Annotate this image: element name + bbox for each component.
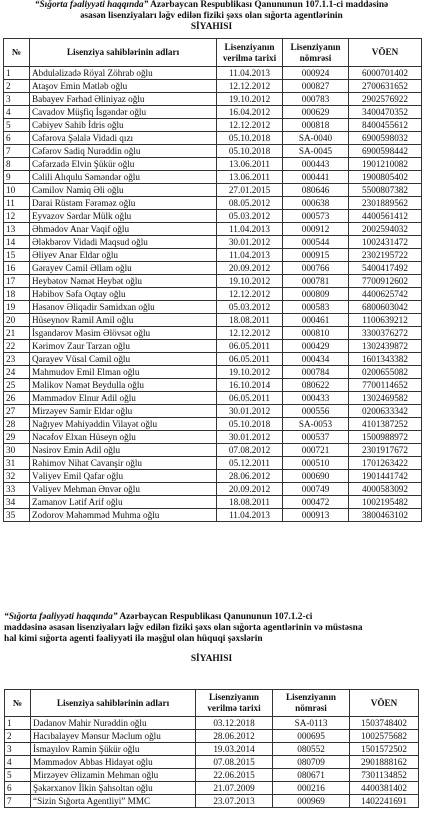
cell-license-number: 080622: [283, 379, 349, 392]
cell-issue-date: 18.08.2011: [217, 496, 283, 509]
cell-name: Məmmədov Abbas Hidayət oğlu: [31, 756, 196, 769]
cell-tax-id: 1900805402: [349, 171, 422, 184]
header-names: Lisenziya sahiblərinin adları: [31, 690, 196, 717]
cell-number: 29: [4, 431, 30, 444]
cell-name: Gərayev Cəmil Əllam oğlu: [30, 262, 217, 275]
cell-issue-date: 18.08.2011: [217, 314, 283, 327]
cell-name: Əliyev Anar Eldar oğlu: [30, 249, 217, 262]
cell-license-number: 000443: [283, 158, 349, 171]
cell-name: Əhmədov Anar Vaqif oğlu: [30, 223, 217, 236]
cell-name: Babayev Fərhad Əliniyaz oğlu: [30, 93, 217, 106]
cell-name: Cəbiyev Sahib İdris oğlu: [30, 119, 217, 132]
cell-number: 2: [4, 80, 30, 93]
cell-tax-id: 4400381402: [350, 782, 419, 795]
cell-tax-id: 7700912602: [349, 275, 422, 288]
cell-issue-date: 13.06.2011: [217, 158, 283, 171]
table-row: [5, 769, 419, 782]
cell-name: Zamanov Lətif Arif oğlu: [30, 496, 217, 509]
cell-issue-date: 12.12.2012: [217, 288, 283, 301]
cell-license-number: SA-0040: [283, 132, 349, 145]
table-row: [4, 145, 422, 158]
header-issue-date: Lisenziyanın verilmə tarixi: [196, 690, 273, 717]
table-row: [5, 717, 419, 730]
cell-name: Nağıyev Məhiyəddin Vilayət oğlu: [30, 418, 217, 431]
table-row: [4, 379, 422, 392]
table-header-row: [5, 690, 419, 717]
cell-tax-id: 0200655082: [349, 366, 422, 379]
cell-tax-id: 3300376272: [349, 327, 422, 340]
cell-tax-id: 5400417492: [349, 262, 422, 275]
section1-title-line1: [0, 0, 423, 11]
cell-license-number: 000818: [283, 119, 349, 132]
cell-issue-date: 11.04.2013: [217, 249, 283, 262]
cell-number: 30: [4, 444, 30, 457]
cell-tax-id: 2301917672: [349, 444, 422, 457]
cell-number: 5: [5, 769, 31, 782]
cell-name: Zodorov Məhəmməd Muhma oğlu: [30, 509, 217, 522]
table-row: [4, 119, 422, 132]
title-rest: Azərbaycan Respublikası Qanununun 107.1.1-ci maddəsinə: [148, 0, 389, 10]
cell-name: Darai Rüstəm Fərəməz oğlu: [30, 197, 217, 210]
table-row: [4, 340, 422, 353]
cell-tax-id: 3400470352: [349, 106, 422, 119]
cell-issue-date: 05.10.2018: [217, 145, 283, 158]
cell-issue-date: 11.04.2013: [217, 509, 283, 522]
cell-issue-date: 08.05.2012: [217, 197, 283, 210]
cell-name: Nəsirov Emin Adil oğlu: [30, 444, 217, 457]
table-row: [4, 431, 422, 444]
cell-number: 2: [5, 730, 31, 743]
cell-tax-id: 1100639212: [349, 314, 422, 327]
cell-license-number: 000749: [283, 483, 349, 496]
section2-list-heading: SİYAHISI: [190, 654, 233, 664]
law-name: “Sığorta fəaliyyəti haqqında”: [4, 612, 118, 622]
cell-tax-id: 1402241691: [350, 795, 419, 808]
cell-number: 26: [4, 392, 30, 405]
cell-name: Mahmudov Emil Elman oğlu: [30, 366, 217, 379]
cell-issue-date: 20.09.2012: [217, 262, 283, 275]
cell-license-number: 000690: [283, 470, 349, 483]
table-row: [4, 106, 422, 119]
cell-issue-date: 30.01.2012: [217, 405, 283, 418]
cell-issue-date: 05.10.2018: [217, 418, 283, 431]
header-number: №: [5, 690, 31, 717]
cell-name: Mirzəyev Samir Eldar oğlu: [30, 405, 217, 418]
cell-name: Rəhimov Nihat Cavanşir oğlu: [30, 457, 217, 470]
table-row: [4, 496, 422, 509]
cell-issue-date: 16.04.2012: [217, 106, 283, 119]
title-rest: Azərbaycan Respublikası Qanununun 107.1.2-ci: [117, 612, 313, 622]
cell-name: Cəfərzadə Elvin Şükür oğlu: [30, 158, 217, 171]
cell-license-number: 000810: [283, 327, 349, 340]
cell-tax-id: 1302469582: [349, 392, 422, 405]
cell-issue-date: 30.01.2012: [217, 236, 283, 249]
table-row: [4, 223, 422, 236]
cell-name: Ataşov Emin Mətləb oğlu: [30, 80, 217, 93]
table-row: [4, 210, 422, 223]
cell-license-number: 080709: [273, 756, 350, 769]
cell-name: Hacıbalayev Mənsur Məclum oğlu: [31, 730, 196, 743]
cell-license-number: 000784: [283, 366, 349, 379]
header-issue-date: Lisenziyanın verilmə tarixi: [217, 39, 283, 67]
cell-name: “Sizin Sığorta Agentliyi” MMC: [31, 795, 196, 808]
cell-license-number: 080671: [273, 769, 350, 782]
cell-license-number: SA-0053: [283, 418, 349, 431]
cell-number: 35: [4, 509, 30, 522]
cell-tax-id: 6000701402: [349, 67, 422, 80]
cell-issue-date: 23.07.2013: [196, 795, 273, 808]
cell-tax-id: 6900598032: [349, 132, 422, 145]
cell-number: 7: [5, 795, 31, 808]
cell-issue-date: 19.10.2012: [217, 93, 283, 106]
table-row: [5, 756, 419, 769]
cell-issue-date: 06.05.2011: [217, 392, 283, 405]
cell-license-number: 000429: [283, 340, 349, 353]
table-row: [4, 67, 422, 80]
cell-license-number: 000915: [283, 249, 349, 262]
cell-tax-id: 1503748402: [350, 717, 419, 730]
cell-license-number: 000827: [283, 80, 349, 93]
cell-issue-date: 28.06.2012: [196, 730, 273, 743]
table-row: [4, 483, 422, 496]
cell-number: 12: [4, 210, 30, 223]
cell-name: Qarayev Vüsal Cəmil oğlu: [30, 353, 217, 366]
cell-tax-id: 1002195482: [349, 496, 422, 509]
table-row: [4, 93, 422, 106]
cell-license-number: 000472: [283, 496, 349, 509]
cell-issue-date: 07.08.2012: [217, 444, 283, 457]
cell-number: 31: [4, 457, 30, 470]
cell-name: Vəliyev Emil Qafar oğlu: [30, 470, 217, 483]
cell-name: Hüseynov Ramil Amil oğlu: [30, 314, 217, 327]
cell-issue-date: 19.03.2014: [196, 743, 273, 756]
cell-tax-id: 1302439872: [349, 340, 422, 353]
cell-issue-date: 16.10.2014: [217, 379, 283, 392]
cell-issue-date: 20.09.2012: [217, 483, 283, 496]
revoked-agents-table: [3, 38, 422, 522]
cell-tax-id: 1601343382: [349, 353, 422, 366]
cell-number: 22: [4, 340, 30, 353]
cell-tax-id: 0200633342: [349, 405, 422, 418]
cell-name: Cəmilov Namiq Əli oğlu: [30, 184, 217, 197]
cell-issue-date: 05.03.2012: [217, 301, 283, 314]
table-row: [4, 80, 422, 93]
cell-tax-id: 1500988972: [349, 431, 422, 444]
table-row: [4, 158, 422, 171]
cell-name: Mirzəyev Əlizamin Mehman oğlu: [31, 769, 196, 782]
section1-title-line2: əsasən lisenziyaları ləğv edilən fiziki şəxs olan sığorta agentlərinin: [80, 11, 343, 21]
section2-title-line1: [4, 612, 423, 623]
cell-tax-id: 4000583092: [349, 483, 422, 496]
cell-number: 4: [5, 756, 31, 769]
cell-number: 18: [4, 288, 30, 301]
cell-issue-date: 07.08.2015: [196, 756, 273, 769]
cell-number: 34: [4, 496, 30, 509]
cell-number: 1: [5, 717, 31, 730]
section1-list-heading: SİYAHISI: [190, 22, 233, 32]
cell-issue-date: 05.12.2011: [217, 457, 283, 470]
table-row: [4, 366, 422, 379]
cell-name: Vəliyev Mehman Ənvər oğlu: [30, 483, 217, 496]
cell-issue-date: 28.06.2012: [217, 470, 283, 483]
cell-name: Kərimov Zaur Tarzan oğlu: [30, 340, 217, 353]
cell-number: 9: [4, 171, 30, 184]
cell-license-number: SA-0113: [273, 717, 350, 730]
cell-issue-date: 12.12.2012: [217, 327, 283, 340]
table-row: [4, 236, 422, 249]
cell-license-number: 000913: [283, 509, 349, 522]
table-row: [4, 444, 422, 457]
cell-issue-date: 30.01.2012: [217, 431, 283, 444]
cell-name: Məmmədov Elnur Adil oğlu: [30, 392, 217, 405]
cell-tax-id: 2002594032: [349, 223, 422, 236]
cell-license-number: 000216: [273, 782, 350, 795]
cell-issue-date: 11.04.2013: [217, 223, 283, 236]
cell-issue-date: 22.06.2015: [196, 769, 273, 782]
cell-tax-id: 4400625742: [349, 288, 422, 301]
cell-issue-date: 27.01.2015: [217, 184, 283, 197]
cell-license-number: 000721: [283, 444, 349, 457]
cell-license-number: 000537: [283, 431, 349, 444]
cell-tax-id: 2901888162: [350, 756, 419, 769]
cell-tax-id: 2301889562: [349, 197, 422, 210]
header-number: №: [4, 39, 30, 67]
cell-tax-id: 2902576922: [349, 93, 422, 106]
cell-issue-date: 11.04.2013: [217, 67, 283, 80]
cell-name: Abduləlizadə Röyal Zöhrab oğlu: [30, 67, 217, 80]
cell-license-number: 000556: [283, 405, 349, 418]
cell-issue-date: 13.06.2011: [217, 171, 283, 184]
table-row: [4, 457, 422, 470]
cell-number: 13: [4, 223, 30, 236]
cell-issue-date: 03.12.2018: [196, 717, 273, 730]
cell-tax-id: 8400455612: [349, 119, 422, 132]
cell-number: 32: [4, 470, 30, 483]
cell-number: 25: [4, 379, 30, 392]
cell-license-number: 000573: [283, 210, 349, 223]
cell-license-number: 000969: [273, 795, 350, 808]
table-row: [4, 470, 422, 483]
cell-license-number: 000544: [283, 236, 349, 249]
cell-tax-id: 7301134852: [350, 769, 419, 782]
cell-issue-date: 06.05.2011: [217, 340, 283, 353]
cell-tax-id: 1002575682: [350, 730, 419, 743]
cell-number: 5: [4, 119, 30, 132]
cell-license-number: 000781: [283, 275, 349, 288]
cell-number: 15: [4, 249, 30, 262]
cell-number: 28: [4, 418, 30, 431]
cell-name: İsgəndərov Məsim Əlövsət oğlu: [30, 327, 217, 340]
cell-number: 7: [4, 145, 30, 158]
table-row: [4, 405, 422, 418]
cell-name: Dadanov Mahir Nurəddin oğlu: [31, 717, 196, 730]
cell-license-number: 000461: [283, 314, 349, 327]
cell-license-number: 000809: [283, 288, 349, 301]
cell-tax-id: 6800603042: [349, 301, 422, 314]
cell-number: 27: [4, 405, 30, 418]
cell-name: Cəfərov Sadiq Nurəddin oğlu: [30, 145, 217, 158]
cell-tax-id: 2700631652: [349, 80, 422, 93]
header-tax-id: VÖEN: [350, 690, 419, 717]
table-row: [4, 249, 422, 262]
law-name: “Sığorta fəaliyyəti haqqında”: [34, 0, 149, 10]
cell-license-number: 000510: [283, 457, 349, 470]
cell-tax-id: 1701263422: [349, 457, 422, 470]
cell-name: Şəkərxanov İlkin Şahsoltan oğlu: [31, 782, 196, 795]
cell-license-number: 000433: [283, 392, 349, 405]
cell-tax-id: 3800463102: [349, 509, 422, 522]
table-row: [4, 184, 422, 197]
table-row: [4, 327, 422, 340]
table-row: [4, 301, 422, 314]
cell-tax-id: 4400561412: [349, 210, 422, 223]
cell-name: Heybətov Nəmət Heybət oğlu: [30, 275, 217, 288]
cell-number: 6: [4, 132, 30, 145]
table-row: [4, 197, 422, 210]
cell-number: 4: [4, 106, 30, 119]
cell-name: İsmayılov Ramin Şükür oğlu: [31, 743, 196, 756]
cell-license-number: 000912: [283, 223, 349, 236]
header-names: Lisenziya sahiblərinin adları: [30, 39, 217, 67]
cell-issue-date: 12.12.2012: [217, 80, 283, 93]
cell-tax-id: 5500807382: [349, 184, 422, 197]
cell-license-number: 000629: [283, 106, 349, 119]
table-row: [4, 275, 422, 288]
table-row: [4, 418, 422, 431]
cell-name: Cavadov Müşfiq İsgəndər oğlu: [30, 106, 217, 119]
cell-license-number: 000766: [283, 262, 349, 275]
cell-license-number: 000583: [283, 301, 349, 314]
cell-name: Məlikov Nəmət Beydulla oğlu: [30, 379, 217, 392]
cell-tax-id: 1501572502: [350, 743, 419, 756]
cell-number: 14: [4, 236, 30, 249]
cell-issue-date: 19.10.2012: [217, 366, 283, 379]
cell-tax-id: 2302195722: [349, 249, 422, 262]
section2-title-line2: maddəsinə əsasən lisenziyaları ləğv edilən fiziki şəxs olan sığorta agentlərinin və müstəsna: [4, 623, 363, 633]
table-header-row: [4, 39, 422, 67]
table-row: [4, 392, 422, 405]
cell-name: Cəfərova Şəlalə Vidadi qızı: [30, 132, 217, 145]
header-license-number: Lisenziyanın nömrəsi: [283, 39, 349, 67]
table-row: [4, 171, 422, 184]
cell-license-number: 000638: [283, 197, 349, 210]
cell-number: 6: [5, 782, 31, 795]
cell-name: Eyvazov Sərdar Mülk oğlu: [30, 210, 217, 223]
table-row: [5, 795, 419, 808]
table-row: [5, 782, 419, 795]
table-row: [4, 132, 422, 145]
cell-license-number: 000783: [283, 93, 349, 106]
cell-number: 10: [4, 184, 30, 197]
cell-issue-date: 21.07.2009: [196, 782, 273, 795]
cell-license-number: 000434: [283, 353, 349, 366]
header-tax-id: VÖEN: [349, 39, 422, 67]
cell-name: Ələkbərov Vidadi Maqsud oğlu: [30, 236, 217, 249]
cell-name: Cəlili Alıqulu Səməndər oğlu: [30, 171, 217, 184]
table-row: [5, 730, 419, 743]
cell-number: 24: [4, 366, 30, 379]
table-row: [5, 743, 419, 756]
cell-tax-id: 4101387252: [349, 418, 422, 431]
cell-number: 17: [4, 275, 30, 288]
cell-number: 20: [4, 314, 30, 327]
cell-license-number: 000695: [273, 730, 350, 743]
section2-title-line3: hal kimi sığorta agenti fəaliyyəti ilə məşğul olan hüquqi şəxslərin: [4, 634, 263, 644]
revoked-agents-table-2: [4, 689, 419, 808]
cell-issue-date: 05.03.2012: [217, 210, 283, 223]
cell-license-number: 000924: [283, 67, 349, 80]
cell-number: 1: [4, 67, 30, 80]
header-license-number: Lisenziyanın nömrəsi: [273, 690, 350, 717]
cell-name: Həbibov Səfa Oqtay oğlu: [30, 288, 217, 301]
cell-license-number: SA-0045: [283, 145, 349, 158]
cell-tax-id: 1002431472: [349, 236, 422, 249]
cell-license-number: 080552: [273, 743, 350, 756]
cell-tax-id: 6900598442: [349, 145, 422, 158]
cell-issue-date: 06.05.2011: [217, 353, 283, 366]
cell-number: 8: [4, 158, 30, 171]
table-row: [4, 509, 422, 522]
cell-issue-date: 12.12.2012: [217, 119, 283, 132]
cell-number: 33: [4, 483, 30, 496]
cell-tax-id: 1901441742: [349, 470, 422, 483]
cell-issue-date: 19.10.2012: [217, 275, 283, 288]
cell-number: 21: [4, 327, 30, 340]
cell-number: 16: [4, 262, 30, 275]
table-row: [4, 262, 422, 275]
cell-tax-id: 7700114652: [349, 379, 422, 392]
cell-tax-id: 1901210082: [349, 158, 422, 171]
cell-license-number: 080646: [283, 184, 349, 197]
cell-number: 3: [5, 743, 31, 756]
table-row: [4, 353, 422, 366]
cell-license-number: 000441: [283, 171, 349, 184]
cell-name: Həsənov Əliqadir Səmidxan oğlu: [30, 301, 217, 314]
cell-issue-date: 05.10.2018: [217, 132, 283, 145]
cell-number: 19: [4, 301, 30, 314]
cell-name: Nəcəfov Elxan Hüseyn oğlu: [30, 431, 217, 444]
table-row: [4, 288, 422, 301]
cell-number: 3: [4, 93, 30, 106]
cell-number: 11: [4, 197, 30, 210]
cell-number: 23: [4, 353, 30, 366]
table-row: [4, 314, 422, 327]
